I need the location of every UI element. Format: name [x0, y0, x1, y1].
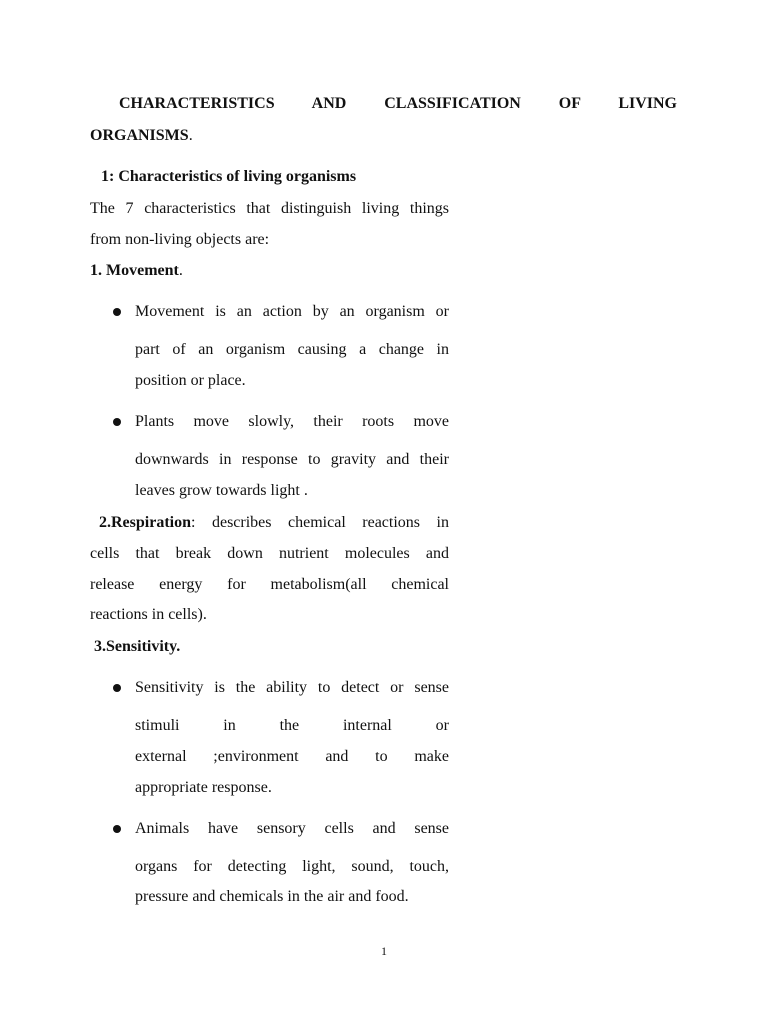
- bullet-icon: [113, 308, 121, 316]
- document-title-line2: [90, 126, 193, 146]
- respiration-line-1: [99, 513, 449, 533]
- section-heading: 1: Characteristics of living organisms: [101, 168, 357, 185]
- sensitivity-bullet-2-line-3: pressure and chemicals in the air and food.: [135, 888, 409, 905]
- sensitivity-heading: 3.Sensitivity.: [94, 638, 181, 655]
- sensitivity-bullet-1-line-2: stimuli in the internal or: [135, 717, 449, 734]
- sensitivity-bullet-2-line-1: Animals have sensory cells and sense: [135, 820, 449, 837]
- respiration-line-4: reactions in cells).: [90, 606, 207, 623]
- respiration-line-2: cells that break down nutrient molecules and: [90, 545, 449, 562]
- sensitivity-bullet-1-line-4: appropriate response.: [135, 779, 272, 796]
- respiration-heading: 2.Respiration: [99, 514, 191, 531]
- movement-bullet-2-line-1: Plants move slowly, their roots move: [135, 413, 449, 430]
- respiration-line-3: release energy for metabolism(all chemical: [90, 576, 449, 593]
- movement-heading: [90, 261, 183, 281]
- bullet-icon: [113, 684, 121, 692]
- bullet-icon: [113, 825, 121, 833]
- sensitivity-bullet-2-line-2: organs for detecting light, sound, touch,: [135, 858, 449, 875]
- sensitivity-bullet-1-line-1: Sensitivity is the ability to detect or sense: [135, 679, 449, 696]
- title-period: .: [188, 127, 193, 144]
- movement-bullet-1-line-3: position or place.: [135, 372, 246, 389]
- movement-bullet-2-line-2: downwards in response to gravity and their: [135, 451, 449, 468]
- bullet-icon: [113, 418, 121, 426]
- sensitivity-bullet-1-line-3: external ;environment and to make: [135, 748, 449, 765]
- movement-heading-period: .: [178, 262, 183, 279]
- movement-bullet-1-line-1: Movement is an action by an organism or: [135, 303, 449, 320]
- page-number: 1: [381, 944, 387, 958]
- document-title-line1: CHARACTERISTICS AND CLASSIFICATION OF LIVING: [119, 95, 677, 112]
- title-word: ORGANISMS: [90, 127, 189, 144]
- intro-line-1: The 7 characteristics that distinguish living things: [90, 200, 449, 217]
- movement-bullet-1-line-2: part of an organism causing a change in: [135, 341, 449, 358]
- intro-line-2: from non-living objects are:: [90, 231, 270, 248]
- movement-heading-text: 1. Movement: [90, 262, 179, 279]
- movement-bullet-2-line-3: leaves grow towards light .: [135, 482, 308, 499]
- respiration-text: : describes chemical reactions in: [191, 514, 449, 531]
